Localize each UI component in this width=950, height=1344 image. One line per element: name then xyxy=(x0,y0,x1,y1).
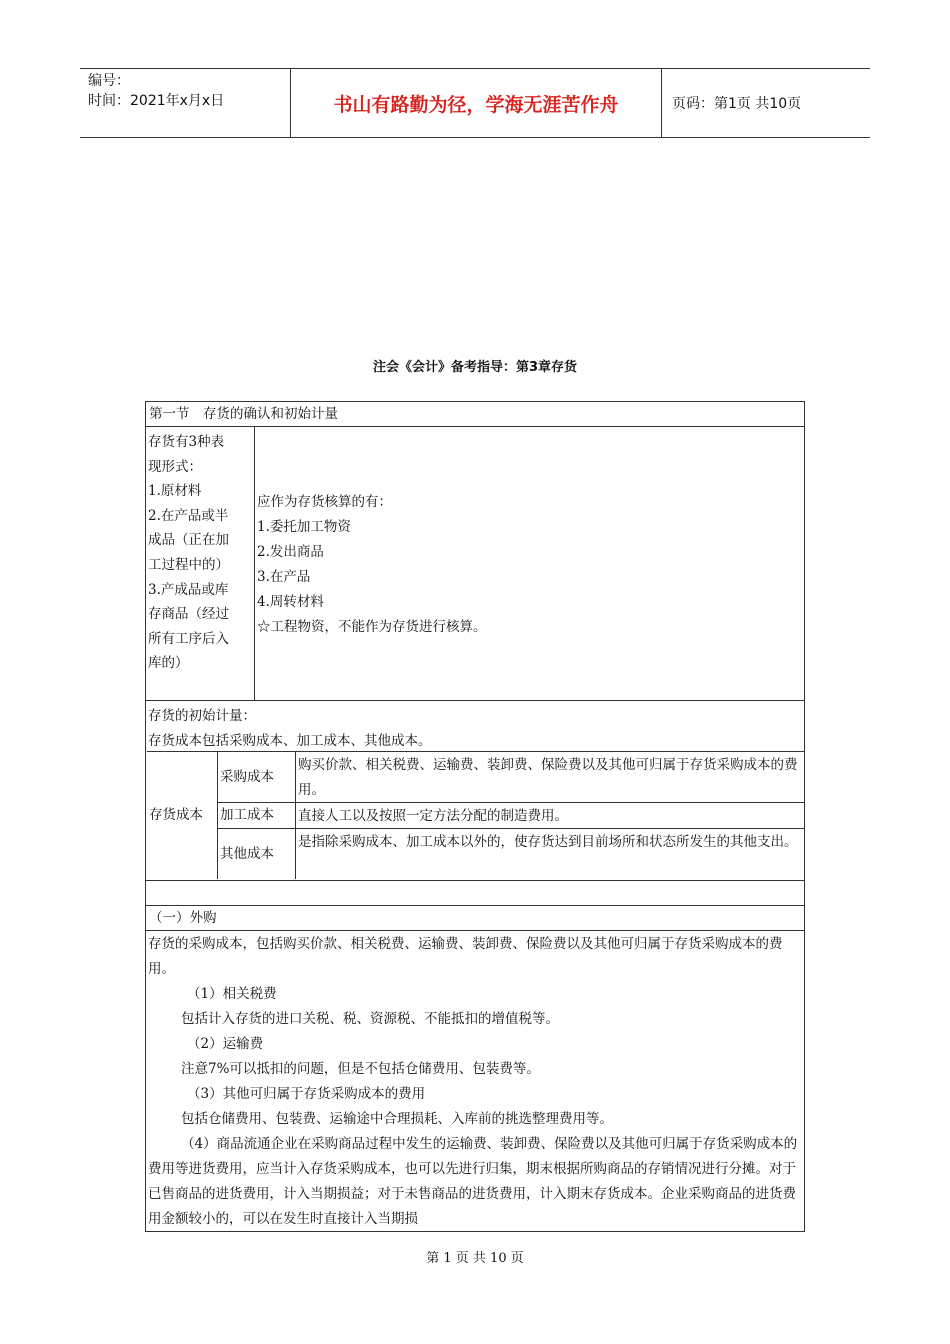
forms-line: 库的） xyxy=(148,655,189,672)
inventory-forms-cell xyxy=(146,427,255,700)
forms-line: 1.原材料 xyxy=(148,483,202,500)
number-label: 编号： xyxy=(88,73,130,89)
accounting-line: 1.委托加工物资 xyxy=(257,519,351,535)
accounting-line: 应作为存货核算的有： xyxy=(257,494,392,510)
purchase-item-title: （2）运输费 xyxy=(187,1036,264,1052)
date-label: 时间：2021年x月x日 xyxy=(88,93,225,109)
cost-label: 存货成本 xyxy=(147,752,218,879)
cost-item-name: 加工成本 xyxy=(218,803,296,828)
purchase-item-body: 注意7%可以抵扣的问题，但是不包括仓储费用、包装费等。 xyxy=(181,1061,540,1077)
blank-row xyxy=(146,881,804,906)
header-motto: 书山有路勤为径，学海无涯苦作舟 xyxy=(291,69,662,137)
inventory-forms-row xyxy=(146,427,804,701)
forms-line: 工过程中的） xyxy=(148,556,229,573)
forms-line: 2.在产品或半 xyxy=(148,507,229,524)
forms-line: 现形式： xyxy=(148,458,202,475)
page-header xyxy=(80,68,870,138)
cost-item-name: 其他成本 xyxy=(218,829,296,879)
forms-line: 存货有3种表 xyxy=(148,434,225,450)
cost-items xyxy=(218,752,804,879)
header-meta xyxy=(80,69,291,137)
document-title: 注会《会计》备考指导：第3章存货 xyxy=(372,360,578,375)
initial-line-2: 存货成本包括采购成本、加工成本、其他成本。 xyxy=(148,733,432,749)
accounting-line: 2.发出商品 xyxy=(257,544,324,560)
inventory-accounting-cell xyxy=(255,427,804,700)
accounting-line: 4.周转材料 xyxy=(257,594,324,610)
initial-line-1: 存货的初始计量： xyxy=(148,708,256,724)
accounting-line: ☆工程物资，不能作为存货进行核算。 xyxy=(257,619,487,635)
cost-item-desc: 是指除采购成本、加工成本以外的，使存货达到目前场所和状态所发生的其他支出。 xyxy=(298,834,798,850)
forms-line: 存商品（经过 xyxy=(148,606,229,623)
purchase-paragraph-4: （4）商品流通企业在采购商品过程中发生的运输费、装卸费、保险费以及其他可归属于存货采购成本的费用等进货费用，应当计入存货采购成本，也可以先进行归集，期末根据所购商品的存销情况进行分摊。对于已售商品的进货费用，计入当期损益；对于未售商品的进货费用，计入期末存货成本。企业采购商品的进货费用金额较小的，可以在发生时直接计入当期损 xyxy=(148,1136,798,1227)
forms-line: 成品（正在加 xyxy=(148,532,229,549)
purchase-item-title: （1）相关税费 xyxy=(187,986,277,1002)
cost-item-row xyxy=(218,803,804,829)
cost-table xyxy=(147,751,804,879)
section-heading: 第一节 存货的确认和初始计量 xyxy=(146,402,804,427)
purchase-item-title: （3）其他可归属于存货采购成本的费用 xyxy=(187,1086,426,1102)
cost-item-desc: 直接人工以及按照一定方法分配的制造费用。 xyxy=(298,808,568,824)
forms-line: 所有工序后入 xyxy=(148,630,229,647)
initial-measurement-row xyxy=(146,701,804,881)
page-footer: 第 1 页 共 10 页 xyxy=(426,1251,524,1266)
purchase-intro: 存货的采购成本，包括购买价款、相关税费、运输费、装卸费、保险费以及其他可归属于存货采购成本的费用。 xyxy=(148,936,783,977)
accounting-line: 3.在产品 xyxy=(257,569,311,585)
purchase-item-body: 包括计入存货的进口关税、税、资源税、不能抵扣的增值税等。 xyxy=(181,1011,559,1027)
cost-item-row xyxy=(218,752,804,803)
header-page-info: 页码：第1页 共10页 xyxy=(672,96,802,112)
cost-item-row xyxy=(218,829,804,879)
purchase-body xyxy=(146,931,804,1231)
cost-item-desc: 购买价款、相关税费、运输费、装卸费、保险费以及其他可归属于存货采购成本的费用。 xyxy=(298,757,798,798)
purchase-heading: （一）外购 xyxy=(146,906,804,931)
cost-item-name: 采购成本 xyxy=(218,752,296,802)
purchase-item-body: 包括仓储费用、包装费、运输途中合理损耗、入库前的挑选整理费用等。 xyxy=(181,1111,613,1127)
content-table xyxy=(145,401,805,1232)
forms-line: 3.产成品或库 xyxy=(148,581,229,598)
